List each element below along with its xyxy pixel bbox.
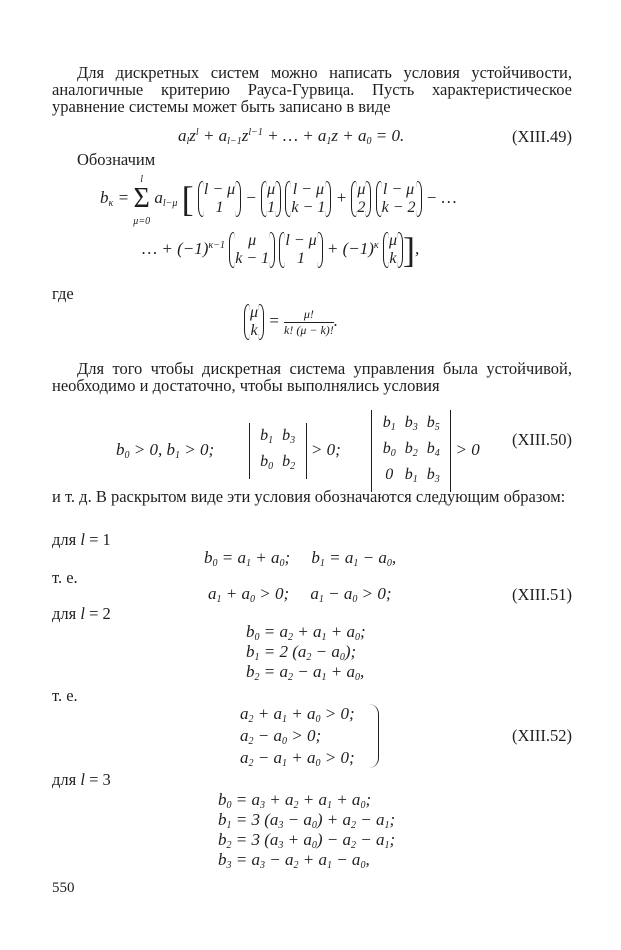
sum-symbol: l Σ μ=0 — [133, 174, 151, 227]
page-number: 550 — [52, 880, 75, 896]
l1-conditions: $a_1 + a_0 > 0$; $a_1 - a_0 > 0$; — [208, 584, 392, 605]
case-l1-label: для l = 1 — [52, 530, 111, 549]
case-l1-ie: т. е. — [52, 568, 78, 587]
case-l2-label: для l = 2 — [52, 604, 111, 623]
intro-paragraph: Для дискретных систем можно написать условия устойчивости, аналогичные критерию Рауса-Гурвица. Пусть характеристическое уравнение системы может быть записано в виде — [52, 63, 572, 116]
characteristic-equation: $a_lz^l + a_{l-1}z^{l-1}$ + … + $a_1z + a_0 = 0$. — [178, 126, 405, 147]
equation-number-xiii-50: (XIII.50) — [511, 430, 572, 449]
case-l2-ie: т. е. — [52, 686, 78, 705]
bk-formula-line-1: $b_\kappa = l$ Σ μ=0 $a_{l-\mu}$ [ l − μ 1 − μ 1 l − μ k − 1 + μ 2 l − μ k − 2 − … — [100, 170, 457, 228]
l3-b2: $b_2 = 3$ $(a_3 + a_0) - a_2 - a_1$; — [218, 830, 396, 851]
equation-number-xiii-49: (XIII.49) — [511, 127, 572, 146]
stability-conditions: $b_0 > 0$, $b_1 > 0$; $b_1$ $b_3$ $b_0$ $b_2$ > 0; $b_1$ $b_3$ $b_5$ $b_0$ $b_2$ $b_4$ 0 $b_1$ $b_3$ > 0 — [116, 410, 480, 492]
where-label: где — [52, 284, 74, 303]
expanded-paragraph: и т. д. В раскрытом виде эти условия обозначаются следующим образом: — [52, 487, 566, 506]
binomial-definition: μ k = $\frac{\mu!}{k! (\mu - k)!}$ . — [244, 304, 338, 340]
l2-b0: $b_0 = a_2 + a_1 + a_0$; — [246, 622, 366, 643]
l2-condition-2: $a_2 - a_0 > 0$; — [240, 726, 322, 747]
bk-formula-line-2: … + $(-1)^{\kappa-1}$ μ k − 1 l − μ 1 + $(-1)^\kappa$ μ k ], — [142, 230, 420, 270]
stability-paragraph: Для того чтобы дискретная система управления была устойчивой, необходимо и достаточно, чтобы выполнялись условия — [52, 359, 572, 395]
l2-b2: $b_2 = a_2 - a_1 + a_0$, — [246, 662, 365, 683]
equation-number-xiii-51: (XIII.51) — [511, 585, 572, 604]
l1-coefficients: $b_0 = a_1 + a_0$; $b_1 = a_1 - a_0$, — [204, 548, 397, 569]
denote-label: Обозначим — [77, 150, 156, 169]
equation-number-xiii-52: (XIII.52) — [511, 726, 572, 745]
l2-b1: $b_1 = 2$ $(a_2 - a_0)$; — [246, 642, 357, 663]
l2-condition-1: $a_2 + a_1 + a_0 > 0$; — [240, 704, 355, 725]
l3-b1: $b_1 = 3$ $(a_3 - a_0) + a_2 - a_1$; — [218, 810, 396, 831]
determinant-3x3: $b_1$ $b_3$ $b_5$ $b_0$ $b_2$ $b_4$ 0 $b_1$ $b_3$ — [371, 410, 451, 492]
right-brace — [368, 704, 379, 768]
determinant-2x2: $b_1$ $b_3$ $b_0$ $b_2$ — [249, 423, 307, 479]
l3-b0: $b_0 = a_3 + a_2 + a_1 + a_0$; — [218, 790, 372, 811]
l2-condition-3: $a_2 - a_1 + a_0 > 0$; — [240, 748, 355, 769]
l3-b3: $b_3 = a_3 - a_2 + a_1 - a_0$, — [218, 850, 370, 871]
case-l3-label: для l = 3 — [52, 770, 111, 789]
